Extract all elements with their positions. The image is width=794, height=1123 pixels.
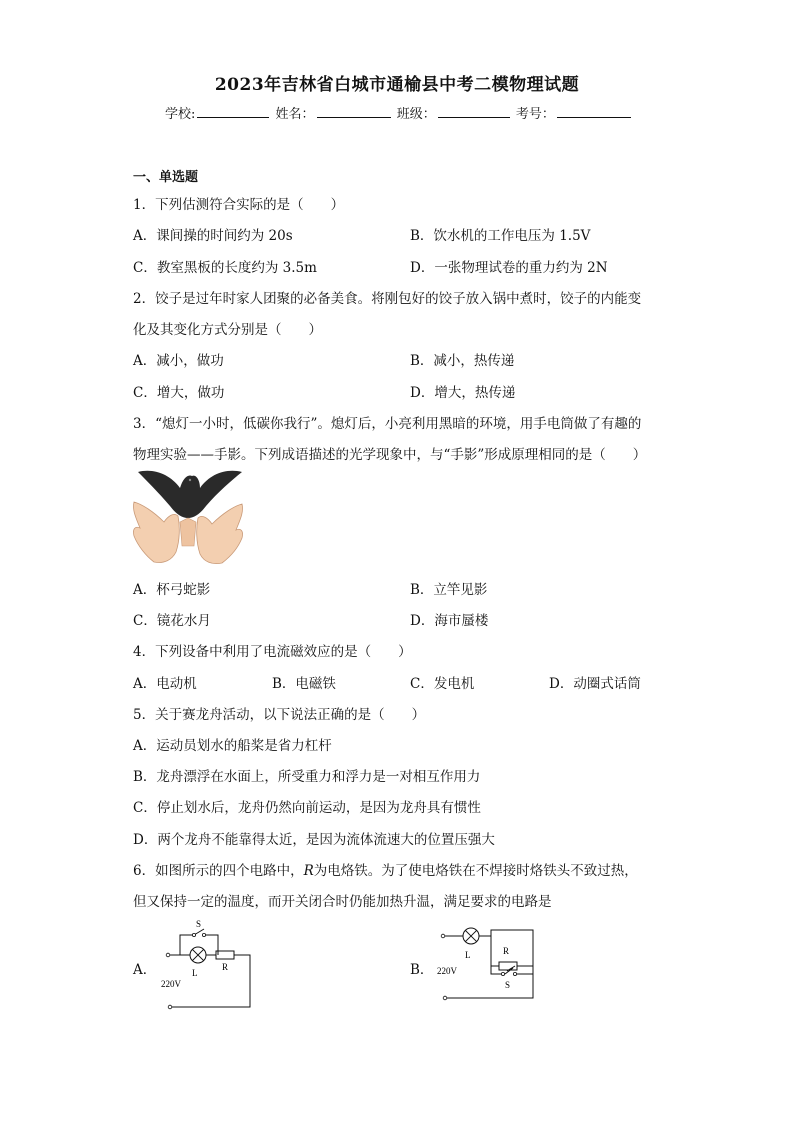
shadow-bird-shape bbox=[138, 471, 242, 518]
q4-option-a: A．电动机 bbox=[133, 676, 197, 692]
q2-option-b: B．减小，热传递 bbox=[410, 353, 515, 369]
q5-stem: 5．关于赛龙舟活动，以下说法正确的是（ ） bbox=[133, 707, 426, 723]
name-label: 姓名： bbox=[275, 107, 315, 122]
circuit-b-s-label: S bbox=[505, 980, 511, 990]
q4-option-c: C．发电机 bbox=[410, 676, 475, 692]
q1-option-b: B．饮水机的工作电压为 1.5V bbox=[410, 228, 591, 244]
q2-option-d: D．增大，热传递 bbox=[410, 385, 516, 401]
q1-stem: 1．下列估测符合实际的是（ ） bbox=[133, 197, 345, 213]
q6-stem-r: R bbox=[303, 863, 314, 879]
left-hand-shape bbox=[133, 502, 179, 563]
q5-option-c: C．停止划水后，龙舟仍然向前运动，是因为龙舟具有惯性 bbox=[133, 800, 481, 816]
right-hand-shape bbox=[197, 504, 243, 564]
student-info-line bbox=[165, 103, 633, 122]
circuit-a-r-label: R bbox=[222, 962, 229, 972]
q6-option-a-label: A． bbox=[133, 962, 157, 978]
circuit-a-s-label: S bbox=[196, 919, 202, 929]
circuit-b-r-label: R bbox=[503, 946, 510, 956]
q2-option-a: A．减小，做功 bbox=[133, 353, 224, 369]
class-blank[interactable] bbox=[438, 105, 510, 118]
q1-option-d: D．一张物理试卷的重力约为 2N bbox=[410, 260, 608, 276]
school-label: 学校: bbox=[165, 107, 196, 122]
q2-stem-line2: 化及其变化方式分别是（ ） bbox=[133, 322, 322, 338]
q5-option-b: B．龙舟漂浮在水面上，所受重力和浮力是一对相互作用力 bbox=[133, 769, 481, 785]
q3-option-b: B．立竿见影 bbox=[410, 582, 488, 598]
school-blank[interactable] bbox=[197, 105, 269, 118]
number-blank[interactable] bbox=[557, 105, 631, 118]
page-title: 2023年吉林省白城市通榆县中考二模物理试题 bbox=[214, 75, 580, 95]
q2-option-c: C．增大，做功 bbox=[133, 385, 225, 401]
name-blank[interactable] bbox=[317, 105, 391, 118]
q4-stem: 4．下列设备中利用了电流磁效应的是（ ） bbox=[133, 644, 412, 660]
q1-option-c: C．教室黑板的长度约为 3.5m bbox=[133, 260, 317, 276]
q4-option-d: D．动圈式话筒 bbox=[549, 676, 641, 692]
circuit-b-voltage-label: 220V bbox=[437, 966, 457, 976]
q5-option-d: D．两个龙舟不能靠得太近，是因为流体流速大的位置压强大 bbox=[133, 832, 495, 848]
q6-stem-post: 为电烙铁。为了使电烙铁在不焊接时烙铁头不致过热， bbox=[313, 863, 638, 879]
q2-stem-line1: 2．饺子是过年时家人团聚的必备美食。将刚包好的饺子放入锅中煮时，饺子的内能变 bbox=[133, 291, 642, 307]
circuit-a-diagram bbox=[158, 915, 258, 1011]
q6-stem-line2: 但又保持一定的温度，而开关闭合时仍能加热升温，满足要求的电路是 bbox=[133, 894, 552, 910]
circuit-b-l-label: L bbox=[465, 950, 471, 960]
q6-stem-line1 bbox=[133, 859, 638, 879]
q3-stem-line1: 3．“熄灯一小时，低碳你我行”。熄灯后，小亮利用黑暗的环境，用手电筒做了有趣的 bbox=[133, 416, 642, 432]
q3-stem-line2: 物理实验——手影。下列成语描述的光学现象中，与“手影”形成原理相同的是（ ） bbox=[133, 447, 647, 463]
circuit-a-voltage-label: 220V bbox=[161, 979, 181, 989]
class-label: 班级： bbox=[396, 107, 436, 122]
q4-option-b: B．电磁铁 bbox=[272, 676, 336, 692]
q5-option-a: A．运动员划水的船桨是省力杠杆 bbox=[133, 738, 332, 754]
number-label: 考号： bbox=[515, 107, 555, 122]
hand-shadow-image bbox=[128, 466, 248, 566]
q6-option-b-label: B． bbox=[410, 962, 434, 978]
circuit-b-diagram bbox=[435, 922, 545, 1004]
section-heading: 一、单选题 bbox=[133, 170, 199, 185]
q6-stem-pre: 6．如图所示的四个电路中， bbox=[133, 863, 304, 879]
q3-option-a: A．杯弓蛇影 bbox=[133, 582, 211, 598]
q3-option-c: C．镜花水月 bbox=[133, 613, 211, 629]
circuit-a-l-label: L bbox=[192, 968, 198, 978]
q3-option-d: D．海市蜃楼 bbox=[410, 613, 489, 629]
q1-option-a: A．课间操的时间约为 20s bbox=[133, 228, 293, 244]
